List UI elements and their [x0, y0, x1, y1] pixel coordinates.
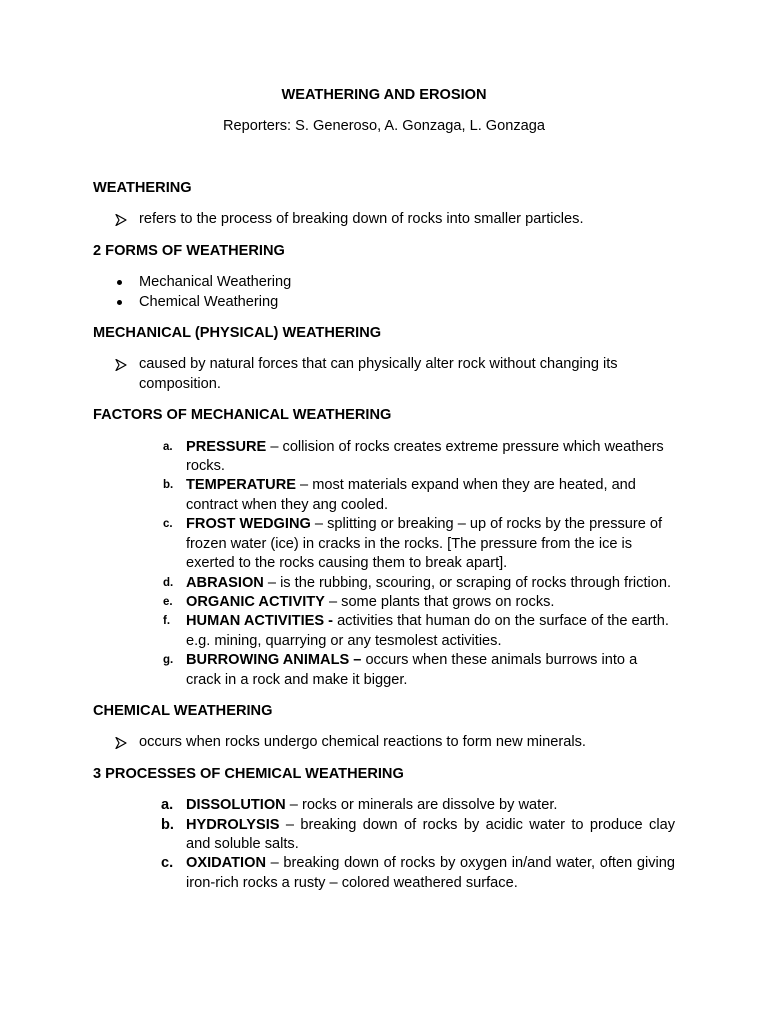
list-item — [93, 854, 675, 893]
list-item — [93, 733, 675, 752]
chemical-definition: occurs when rocks undergo chemical reactions to form new minerals. — [139, 734, 586, 751]
factor-text: – most materials expand when they are heated, and contract when they ang cooled. — [186, 477, 636, 513]
factor-term: ORGANIC ACTIVITY — [186, 593, 325, 610]
list-item — [93, 210, 675, 229]
weathering-definition: refers to the process of breaking down of rocks into smaller particles. — [139, 211, 584, 228]
list-item — [93, 816, 675, 855]
factor-term: PRESSURE — [186, 438, 267, 455]
mechanical-definition: caused by natural forces that can physically alter rock without changing its composition. — [139, 356, 618, 392]
processes-list — [93, 796, 675, 893]
weathering-definition-list — [93, 210, 675, 229]
list-item — [93, 438, 675, 477]
factor-term: BURROWING ANIMALS – — [186, 652, 362, 669]
factor-text: – some plants that grows on rocks. — [324, 593, 555, 610]
process-term: HYDROLYSIS — [186, 816, 280, 833]
chemical-definition-list — [93, 733, 675, 752]
list-marker: d. — [163, 576, 174, 589]
document-reporters: Reporters: S. Generoso, A. Gonzaga, L. Gonzaga — [222, 118, 546, 134]
list-marker: e. — [163, 595, 173, 608]
factors-list — [93, 438, 675, 690]
list-item — [93, 593, 675, 612]
process-text: – breaking down of rocks by acidic water to produce clay and soluble salts. — [186, 816, 675, 852]
heading-forms: 2 FORMS OF WEATHERING — [93, 242, 285, 259]
process-term: DISSOLUTION — [186, 797, 286, 814]
document-title: WEATHERING AND EROSION — [281, 87, 487, 103]
factor-term: TEMPERATURE — [186, 477, 296, 494]
list-item — [93, 273, 675, 292]
factor-term: ABRASION — [186, 574, 264, 591]
process-term: OXIDATION — [186, 855, 266, 872]
heading-processes: 3 PROCESSES OF CHEMICAL WEATHERING — [93, 765, 404, 782]
process-text: – breaking down of rocks by oxygen in/and water, often giving iron-rich rocks a rusty – colored weathered surface. — [186, 855, 675, 891]
forms-list — [93, 273, 675, 312]
heading-weathering: WEATHERING — [93, 180, 192, 196]
list-item — [93, 796, 675, 815]
bullet-dot-icon — [117, 280, 122, 285]
list-marker: b. — [163, 479, 174, 492]
list-marker: b. — [161, 816, 174, 833]
factor-text: occurs when these animals burrows into a crack in a rock and make it bigger. — [186, 652, 638, 688]
arrow-bullet-icon — [115, 737, 127, 749]
list-item — [93, 355, 675, 394]
document-page — [93, 86, 675, 893]
arrow-bullet-icon — [115, 359, 127, 371]
list-marker: f. — [163, 615, 171, 628]
list-item — [93, 612, 675, 651]
bullet-dot-icon — [117, 300, 122, 305]
factor-text: – collision of rocks creates extreme pressure which weathers rocks. — [186, 438, 664, 475]
factor-text: – splitting or breaking – up of rocks by the pressure of frozen water (ice) in cracks in the rocks. [The pressure from the ice is exerted to the rocks causing them to break apart]. — [186, 516, 663, 572]
mechanical-definition-list — [93, 355, 675, 394]
factor-text: activities that human do on the surface of the earth. e.g. mining, quarrying or any tesmolest activities. — [186, 613, 669, 649]
form-item-label: Chemical Weathering — [139, 293, 279, 310]
list-marker: c. — [163, 518, 173, 531]
heading-mechanical: MECHANICAL (PHYSICAL) WEATHERING — [93, 325, 382, 342]
process-text: – rocks or minerals are dissolve by water. — [285, 797, 558, 814]
list-item — [93, 293, 675, 312]
list-marker: a. — [161, 797, 174, 814]
factor-term: FROST WEDGING — [186, 516, 311, 533]
list-item — [93, 651, 675, 690]
list-item — [93, 515, 675, 573]
heading-chemical: CHEMICAL WEATHERING — [93, 702, 273, 719]
list-item — [93, 574, 675, 593]
factor-term: HUMAN ACTIVITIES - — [186, 613, 334, 630]
list-marker: c. — [161, 855, 174, 872]
list-marker: a. — [163, 440, 173, 453]
factor-text: – is the rubbing, scouring, or scraping of rocks through friction. — [263, 574, 672, 591]
heading-factors: FACTORS OF MECHANICAL WEATHERING — [93, 407, 392, 424]
list-item — [93, 476, 675, 515]
list-marker: g. — [163, 654, 174, 667]
form-item-label: Mechanical Weathering — [139, 274, 292, 291]
arrow-bullet-icon — [115, 214, 127, 226]
